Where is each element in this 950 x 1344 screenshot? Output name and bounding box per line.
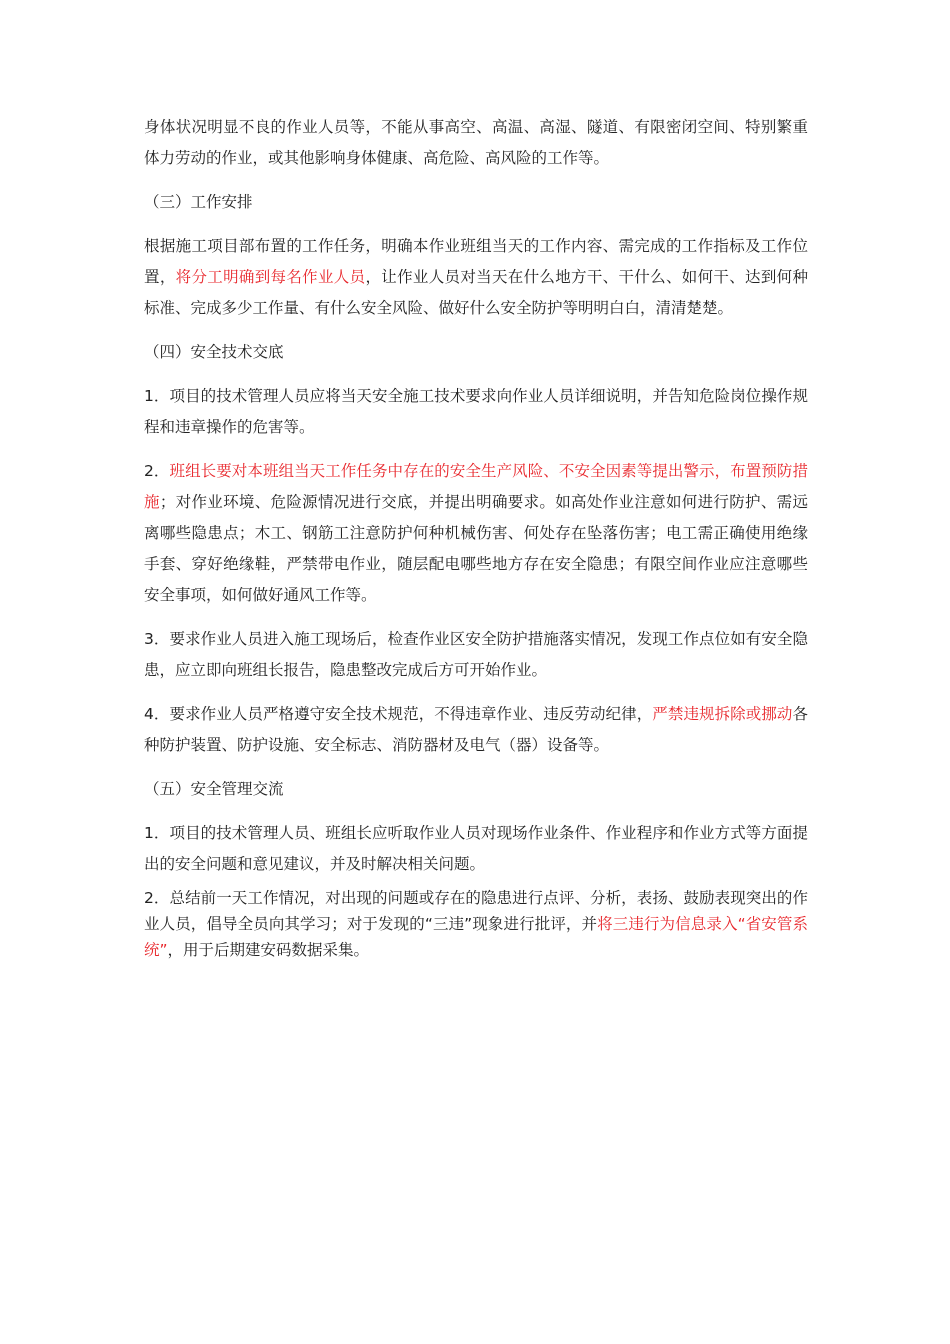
paragraph-text: ；对作业环境、危险源情况进行交底，并提出明确要求。如高处作业注意如何进行防护、需远离哪些隐患点；木工、钢筋工注意防护何种机械伤害、何处存在坠落伤害；电工需正确使用绝缘手套、穿好绝缘鞋，严禁带电作业，随层配电哪些地方存在安全隐患；有限空间作业应注意哪些安全事项，如何做好通风工作等。: [144, 493, 808, 604]
paragraph-text: 根据施工项目部布置的工作任务，明确本作业班组当天的工作内容、需完成的工作指标及工作位置，: [144, 237, 808, 286]
highlighted-text: 将分工明确到每名作业人员: [175, 268, 366, 286]
paragraph-communication-item-2: [144, 885, 808, 963]
paragraph-briefing-item-2: [144, 456, 808, 611]
paragraph-text: 1．项目的技术管理人员、班组长应听取作业人员对现场作业条件、作业程序和作业方式等方面提出的安全问题和意见建议，并及时解决相关问题。: [144, 824, 808, 873]
section-heading-safety-communication: （五）安全管理交流: [144, 780, 284, 798]
paragraph-text: 1．项目的技术管理人员应将当天安全施工技术要求向作业人员详细说明，并告知危险岗位操作规程和违章操作的危害等。: [144, 387, 808, 436]
highlighted-text: 班组长要对本班组当天工作任务中存在的安全生产风险、不安全因素等提出警示，布置预防措施: [144, 462, 808, 511]
highlighted-text: 严禁违规拆除或挪动: [652, 705, 793, 723]
paragraph-briefing-item-1: [144, 381, 808, 443]
paragraph-communication-item-1: [144, 818, 808, 880]
paragraph-text: ，用于后期建安码数据采集。: [167, 941, 370, 959]
paragraph-health-restrictions: [144, 112, 808, 174]
item-number: 2．: [144, 462, 170, 480]
section-heading-work-arrangement: （三）工作安排: [144, 193, 253, 211]
paragraph-text: 各种防护装置、防护设施、安全标志、消防器材及电气（器）设备等。: [144, 705, 808, 754]
paragraph-briefing-item-3: [144, 624, 808, 686]
paragraph-text: 身体状况明显不良的作业人员等，不能从事高空、高温、高湿、隧道、有限密闭空间、特别繁重体力劳动的作业，或其他影响身体健康、高危险、高风险的工作等。: [144, 118, 808, 167]
section-heading-safety-briefing: （四）安全技术交底: [144, 343, 284, 361]
highlighted-text: 将三违行为信息录入“省安管系统”: [144, 915, 809, 959]
paragraph-text: 4．要求作业人员严格遵守安全技术规范，不得违章作业、违反劳动纪律，: [144, 705, 653, 723]
document-page: [144, 112, 808, 963]
paragraph-text: 3．要求作业人员进入施工现场后，检查作业区安全防护措施落实情况，发现工作点位如有安全隐患，应立即向班组长报告，隐患整改完成后方可开始作业。: [144, 630, 808, 679]
paragraph-text: ，让作业人员对当天在什么地方干、干什么、如何干、达到何种标准、完成多少工作量、有什么安全风险、做好什么安全防护等明明白白，清清楚楚。: [144, 268, 808, 317]
paragraph-work-arrangement: [144, 231, 808, 324]
paragraph-text: 2．总结前一天工作情况，对出现的问题或存在的隐患进行点评、分析，表扬、鼓励表现突出的作业人员，倡导全员向其学习；对于发现的“三违”现象进行批评，并: [144, 889, 808, 933]
paragraph-briefing-item-4: [144, 699, 808, 761]
